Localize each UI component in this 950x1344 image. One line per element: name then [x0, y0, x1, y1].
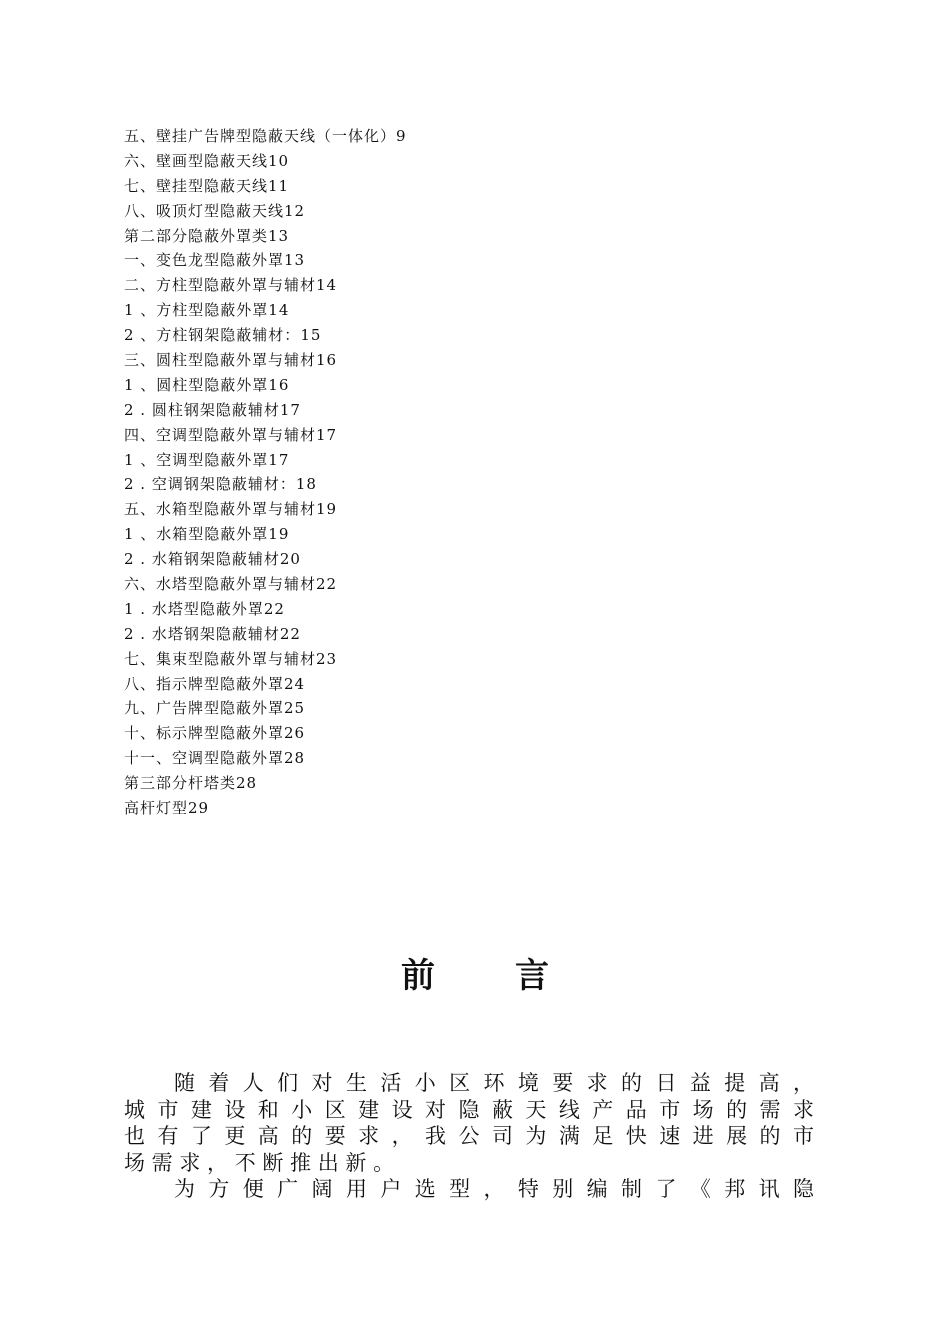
toc-entry: 2 . 空调钢架隐蔽辅材：18	[124, 475, 317, 494]
toc-entry: 十、标示牌型隐蔽外罩26	[124, 724, 306, 743]
toc-entry: 一、变色龙型隐蔽外罩13	[124, 251, 306, 270]
toc-entry: 2 . 水箱钢架隐蔽辅材20	[124, 550, 301, 569]
toc-entry: 1 、空调型隐蔽外罩17	[124, 450, 290, 469]
body-line: 城 市 建 设 和 小 区 建 设 对 隐 蔽 天 线 产 品 市 场 的 需 求	[124, 1097, 814, 1122]
toc-entry: 四、空调型隐蔽外罩与辅材17	[124, 425, 338, 444]
toc-entry: 二、方柱型隐蔽外罩与辅材14	[124, 276, 338, 295]
toc-entry: 五、水箱型隐蔽外罩与辅材19	[124, 500, 338, 519]
toc-entry: 第三部分杆塔类28	[124, 774, 258, 793]
section-heading	[0, 948, 950, 997]
body-line: 随 着 人 们 对 生 活 小 区 环 境 要 求 的 日 益 提 高 ，	[174, 1071, 814, 1095]
toc-entry: 2 . 圆柱钢架隐蔽辅材17	[124, 400, 301, 419]
toc-entry: 2 . 水塔钢架隐蔽辅材22	[124, 624, 301, 643]
toc-entry: 三、圆柱型隐蔽外罩与辅材16	[124, 351, 338, 370]
toc-entry: 高杆灯型29	[124, 799, 210, 818]
toc-entry: 1 、方柱型隐蔽外罩14	[124, 301, 290, 320]
toc-entry: 1 、圆柱型隐蔽外罩16	[124, 375, 290, 394]
toc-entry: 八、指示牌型隐蔽外罩24	[124, 674, 306, 693]
toc-entry: 1 . 水塔型隐蔽外罩22	[124, 599, 285, 618]
body-line: 场 需 求 ， 不 断 推 出 新 。	[124, 1150, 395, 1175]
preface-body	[124, 1070, 814, 1203]
heading-char: 前	[401, 956, 435, 996]
toc-entry: 六、壁画型隐蔽天线10	[124, 151, 290, 170]
body-line: 也 有 了 更 高 的 要 求 ， 我 公 司 为 满 足 快 速 进 展 的 市	[124, 1124, 814, 1148]
toc-entry: 八、吸顶灯型隐蔽天线12	[124, 201, 306, 220]
table-of-contents	[124, 124, 407, 821]
toc-entry: 九、广告牌型隐蔽外罩25	[124, 699, 306, 718]
toc-entry: 七、集束型隐蔽外罩与辅材23	[124, 649, 338, 668]
toc-entry: 2 、方柱钢架隐蔽辅材：15	[124, 326, 322, 345]
toc-entry: 六、水塔型隐蔽外罩与辅材22	[124, 575, 338, 594]
heading-char: 言	[515, 956, 549, 996]
body-line: 为 方 便 广 阔 用 户 选 型 ， 特 别 编 制 了 《 邦 讯 隐	[174, 1177, 814, 1201]
toc-entry: 1 、水箱型隐蔽外罩19	[124, 525, 290, 544]
toc-entry: 七、壁挂型隐蔽天线11	[124, 176, 290, 195]
toc-entry: 十一、空调型隐蔽外罩28	[124, 749, 306, 768]
toc-entry: 第二部分隐蔽外罩类13	[124, 226, 290, 245]
toc-entry: 五、壁挂广告牌型隐蔽天线（一体化）9	[124, 127, 407, 145]
